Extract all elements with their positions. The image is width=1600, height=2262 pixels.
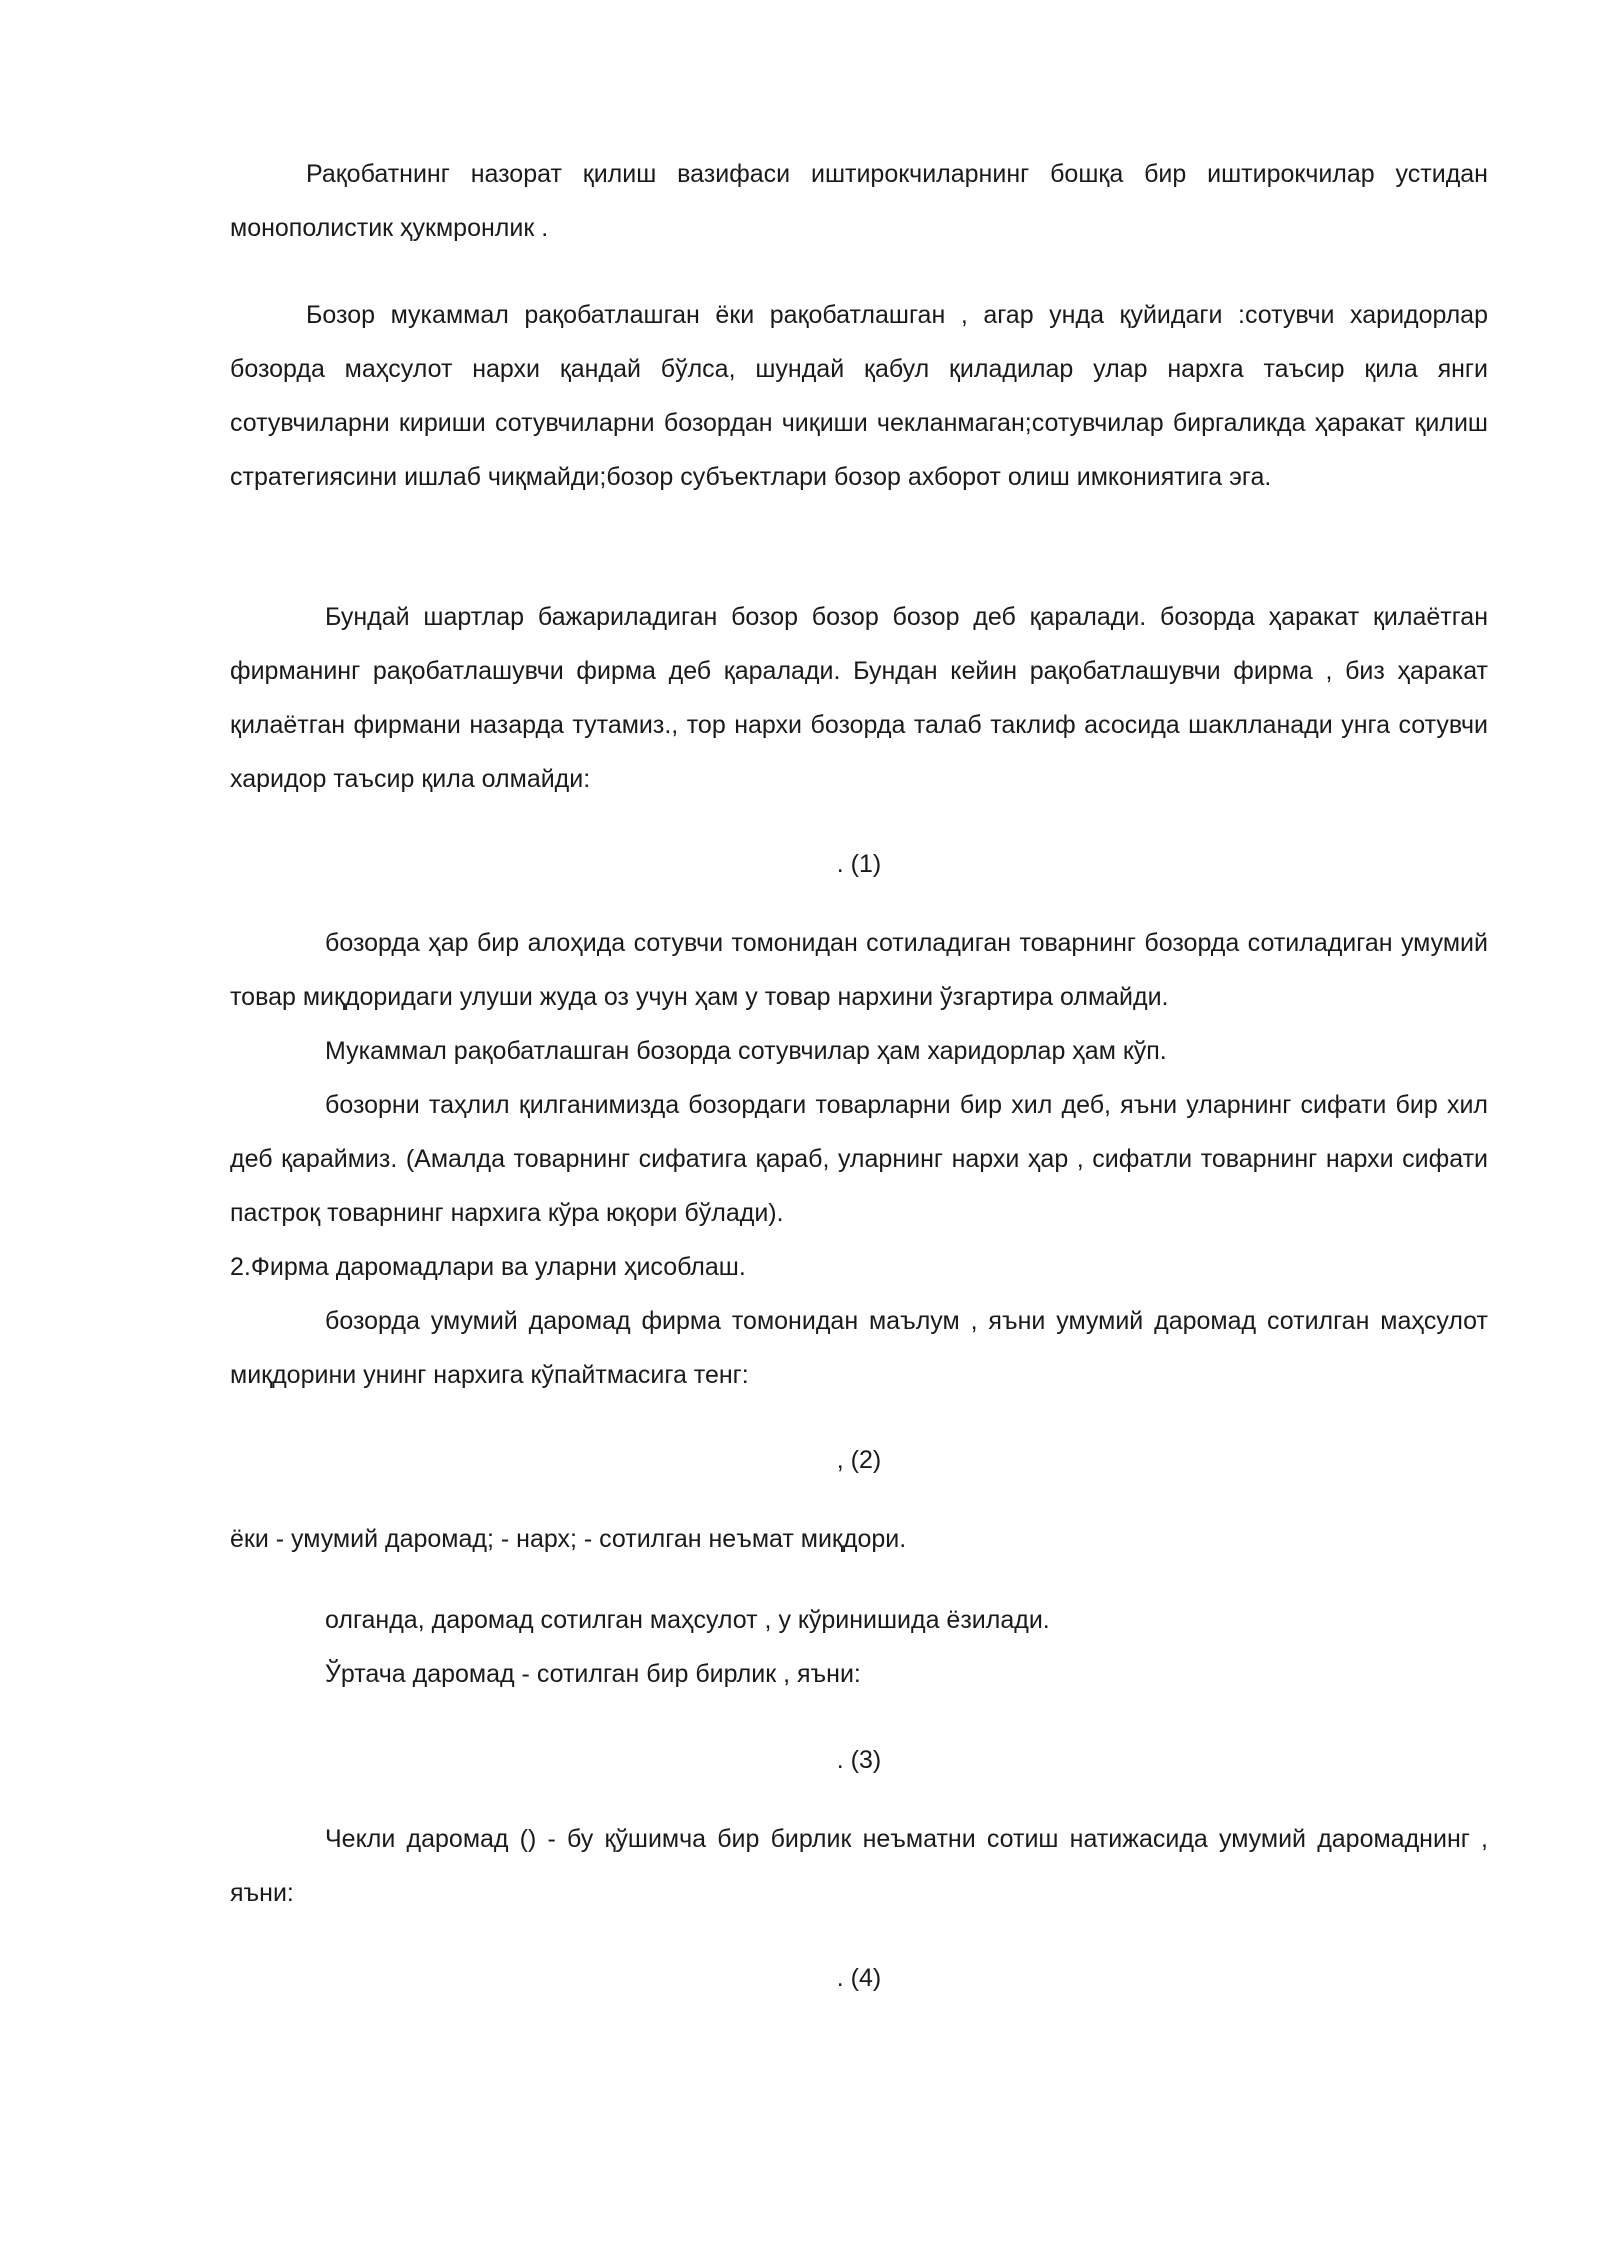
equation-2: , (2) [836, 1446, 882, 1474]
paragraph-8: ёки - умумий даромад; - нарх; - сотилган неъмат миқдори. [230, 1525, 907, 1553]
paragraph-11: Чекли даромад () - бу қўшимча бир бирлик неъматни сотиш натижасида умумий даромаднинг , яъни: [230, 1825, 1488, 1907]
paragraph-6: бозорни таҳлил қилганимизда бозордаги товарларни бир хил деб, яъни уларнинг сифати бир хил деб қараймиз. (Амалда товарнинг сифатига қараб, уларнинг нархи ҳар , сифатли товарнинг нархи сифати пастроқ товарнинг нархига кўра юқори бўлади). [230, 1091, 1488, 1227]
equation-4: . (4) [836, 1964, 882, 1992]
paragraph-10: Ўртача даромад - сотилган бир бирлик , яъни: [325, 1660, 861, 1688]
equation-1: . (1) [836, 850, 882, 878]
paragraph-7: бозорда умумий даромад фирма томонидан маълум , яъни умумий даромад сотилган маҳсулот миқдорини унинг нархига кўпайтмасига тенг: [230, 1307, 1488, 1389]
section-heading: 2.Фирма даромадлари ва уларни ҳисоблаш. [230, 1253, 746, 1281]
equation-3: . (3) [836, 1746, 882, 1774]
paragraph-4: бозорда ҳар бир алоҳида сотувчи томонидан сотиладиган товарнинг бозорда сотиладиган умумий товар миқдоридаги улуши жуда оз учун ҳам у товар нархини ўзгартира олмайди. [230, 929, 1488, 1011]
paragraph-9: олганда, даромад сотилган маҳсулот , у кўринишида ёзилади. [325, 1606, 1050, 1634]
paragraph-1: Рақобатнинг назорат қилиш вазифаси иштирокчиларнинг бошқа бир иштирокчилар устидан монополистик ҳукмронлик . [230, 160, 1488, 242]
paragraph-5: Мукаммал рақобатлашган бозорда сотувчилар ҳам харидорлар ҳам кўп. [325, 1037, 1167, 1065]
paragraph-3: Бундай шартлар бажариладиган бозор бозор бозор деб қаралади. бозорда ҳаракат қилаётган фирманинг рақобатлашувчи фирма деб қаралади. Бундан кейин рақобатлашувчи фирма , биз ҳаракат қилаётган фирмани назарда тутамиз., тор нархи бозорда талаб таклиф асосида шаклланади унга сотувчи харидор таъсир қила олмайди: [230, 603, 1488, 793]
paragraph-2: Бозор мукаммал рақобатлашган ёки рақобатлашган , агар унда қуйидаги :сотувчи харидорлар бозорда маҳсулот нархи қандай бўлса, шундай қабул қиладилар улар нархга таъсир қила янги сотувчиларни кириши сотувчиларни бозордан чиқиши чекланмаган;сотувчилар биргаликда ҳаракат қилиш стратегиясини ишлаб чиқмайди;бозор субъектлари бозор ахборот олиш имкониятига эга. [230, 301, 1488, 491]
